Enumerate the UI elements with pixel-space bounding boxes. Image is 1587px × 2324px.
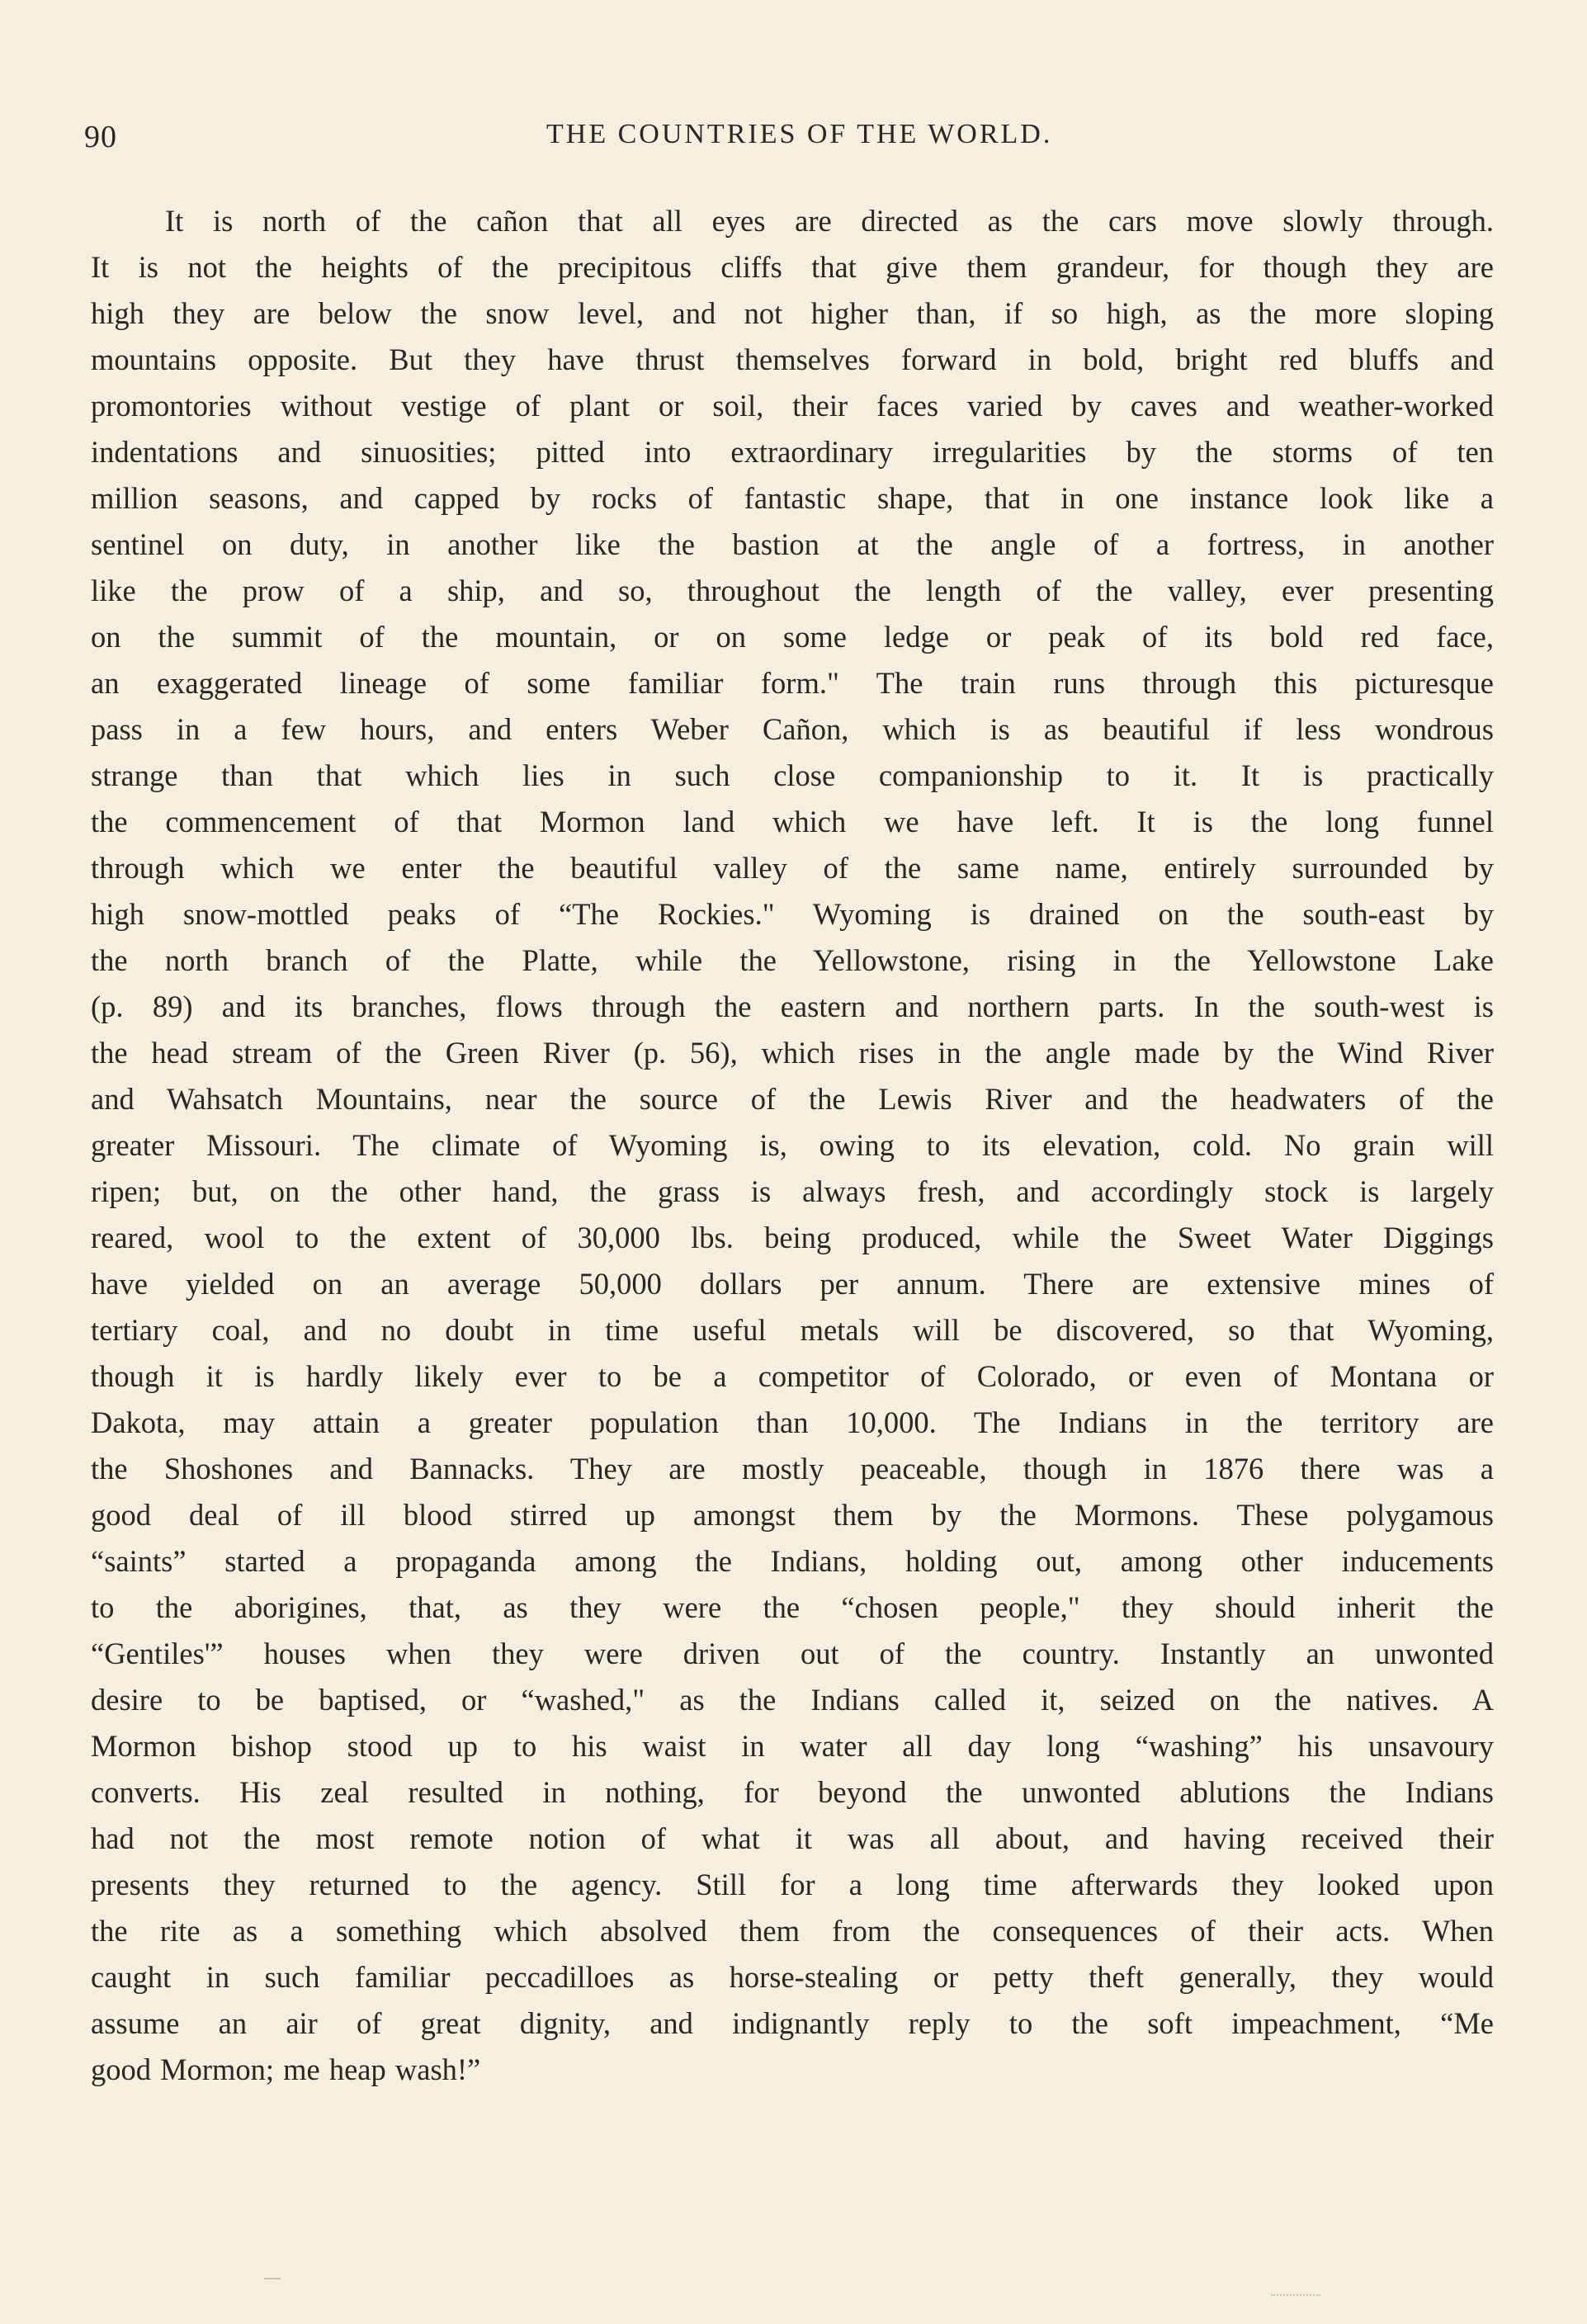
text-line: the commencement of that Mormon land which we have left. It is the long funnel — [91, 805, 1494, 838]
text-line: promontories without vestige of plant or soil, their faces varied by caves and weather-worked — [91, 389, 1494, 423]
text-line: have yielded on an average 50,000 dollars per annum. There are extensive mines of — [91, 1267, 1494, 1301]
text-line: good deal of ill blood stirred up amongst them by the Mormons. These polygamous — [91, 1498, 1494, 1532]
page-number: 90 — [84, 120, 117, 154]
text-line: caught in such familiar peccadilloes as horse-stealing or petty theft generally, they would — [91, 1960, 1494, 1994]
text-line: an exaggerated lineage of some familiar form." The train runs through this picturesque — [91, 666, 1494, 700]
text-line: reared, wool to the extent of 30,000 lbs. being produced, while the Sweet Water Diggings — [91, 1221, 1494, 1254]
text-line: Dakota, may attain a greater population than 10,000. The Indians in the territory are — [91, 1405, 1494, 1439]
text-line: “saints” started a propaganda among the Indians, holding out, among other inducements — [91, 1544, 1494, 1578]
text-line: It is not the heights of the precipitous cliffs that give them grandeur, for though they are — [91, 250, 1494, 284]
text-line: though it is hardly likely ever to be a competitor of Colorado, or even of Montana or — [91, 1359, 1494, 1393]
text-line: the north branch of the Platte, while the Yellowstone, rising in the Yellowstone Lake — [91, 943, 1494, 977]
text-line: Mormon bishop stood up to his waist in water all day long “washing” his unsavoury — [91, 1729, 1494, 1763]
text-line: the rite as a something which absolved them from the consequences of their acts. When — [91, 1914, 1494, 1948]
text-line: like the prow of a ship, and so, throughout the length of the valley, ever presenting — [91, 574, 1494, 607]
text-line: high they are below the snow level, and not higher than, if so high, as the more sloping — [91, 296, 1494, 330]
text-line: presents they returned to the agency. Still for a long time afterwards they looked upon — [91, 1868, 1494, 1901]
text-line: (p. 89) and its branches, flows through the eastern and northern parts. In the south-west is — [91, 990, 1494, 1023]
page-header — [84, 119, 1487, 160]
page-blemish — [1271, 2294, 1320, 2296]
text-line: had not the most remote notion of what it was all about, and having received their — [91, 1821, 1494, 1855]
text-line: greater Missouri. The climate of Wyoming is, owing to its elevation, cold. No grain will — [91, 1128, 1494, 1162]
running-head: THE COUNTRIES OF THE WORLD. — [546, 119, 1053, 149]
text-line: high snow-mottled peaks of “The Rockies." Wyoming is drained on the south-east by — [91, 897, 1494, 931]
text-line: converts. His zeal resulted in nothing, for beyond the unwonted ablutions the Indians — [91, 1775, 1494, 1809]
text-line: indentations and sinuosities; pitted into extraordinary irregularities by the storms of ten — [91, 435, 1494, 469]
text-line: and Wahsatch Mountains, near the source of the Lewis River and the headwaters of the — [91, 1082, 1494, 1116]
text-line: the head stream of the Green River (p. 56), which rises in the angle made by the Wind River — [91, 1036, 1494, 1070]
text-line: to the aborigines, that, as they were the “chosen people," they should inherit the — [91, 1590, 1494, 1624]
text-line: assume an air of great dignity, and indignantly reply to the soft impeachment, “Me — [91, 2006, 1494, 2040]
text-line: desire to be baptised, or “washed," as the Indians called it, seized on the natives. A — [91, 1683, 1494, 1717]
text-line: pass in a few hours, and enters Weber Cañon, which is as beautiful if less wondrous — [91, 712, 1494, 746]
text-line: tertiary coal, and no doubt in time useful metals will be discovered, so that Wyoming, — [91, 1313, 1494, 1347]
text-line: mountains opposite. But they have thrust themselves forward in bold, bright red bluffs and — [91, 342, 1494, 376]
text-line: “Gentiles'” houses when they were driven out of the country. Instantly an unwonted — [91, 1637, 1494, 1670]
text-line: on the summit of the mountain, or on some ledge or peak of its bold red face, — [91, 620, 1494, 654]
text-line: the Shoshones and Bannacks. They are mostly peaceable, though in 1876 there was a — [91, 1452, 1494, 1486]
body-paragraph — [91, 198, 1494, 2093]
text-line: ripen; but, on the other hand, the grass is always fresh, and accordingly stock is largely — [91, 1174, 1494, 1208]
text-line: sentinel on duty, in another like the bastion at the angle of a fortress, in another — [91, 527, 1494, 561]
text-line: through which we enter the beautiful valley of the same name, entirely surrounded by — [91, 851, 1494, 885]
page-blemish — [264, 2278, 281, 2279]
text-line: million seasons, and capped by rocks of fantastic shape, that in one instance look like a — [91, 481, 1494, 515]
text-line: It is north of the cañon that all eyes are directed as the cars move slowly through. — [165, 204, 1494, 238]
text-line: good Mormon; me heap wash!” — [91, 2052, 481, 2086]
text-line: strange than that which lies in such close companionship to it. It is practically — [91, 758, 1494, 792]
